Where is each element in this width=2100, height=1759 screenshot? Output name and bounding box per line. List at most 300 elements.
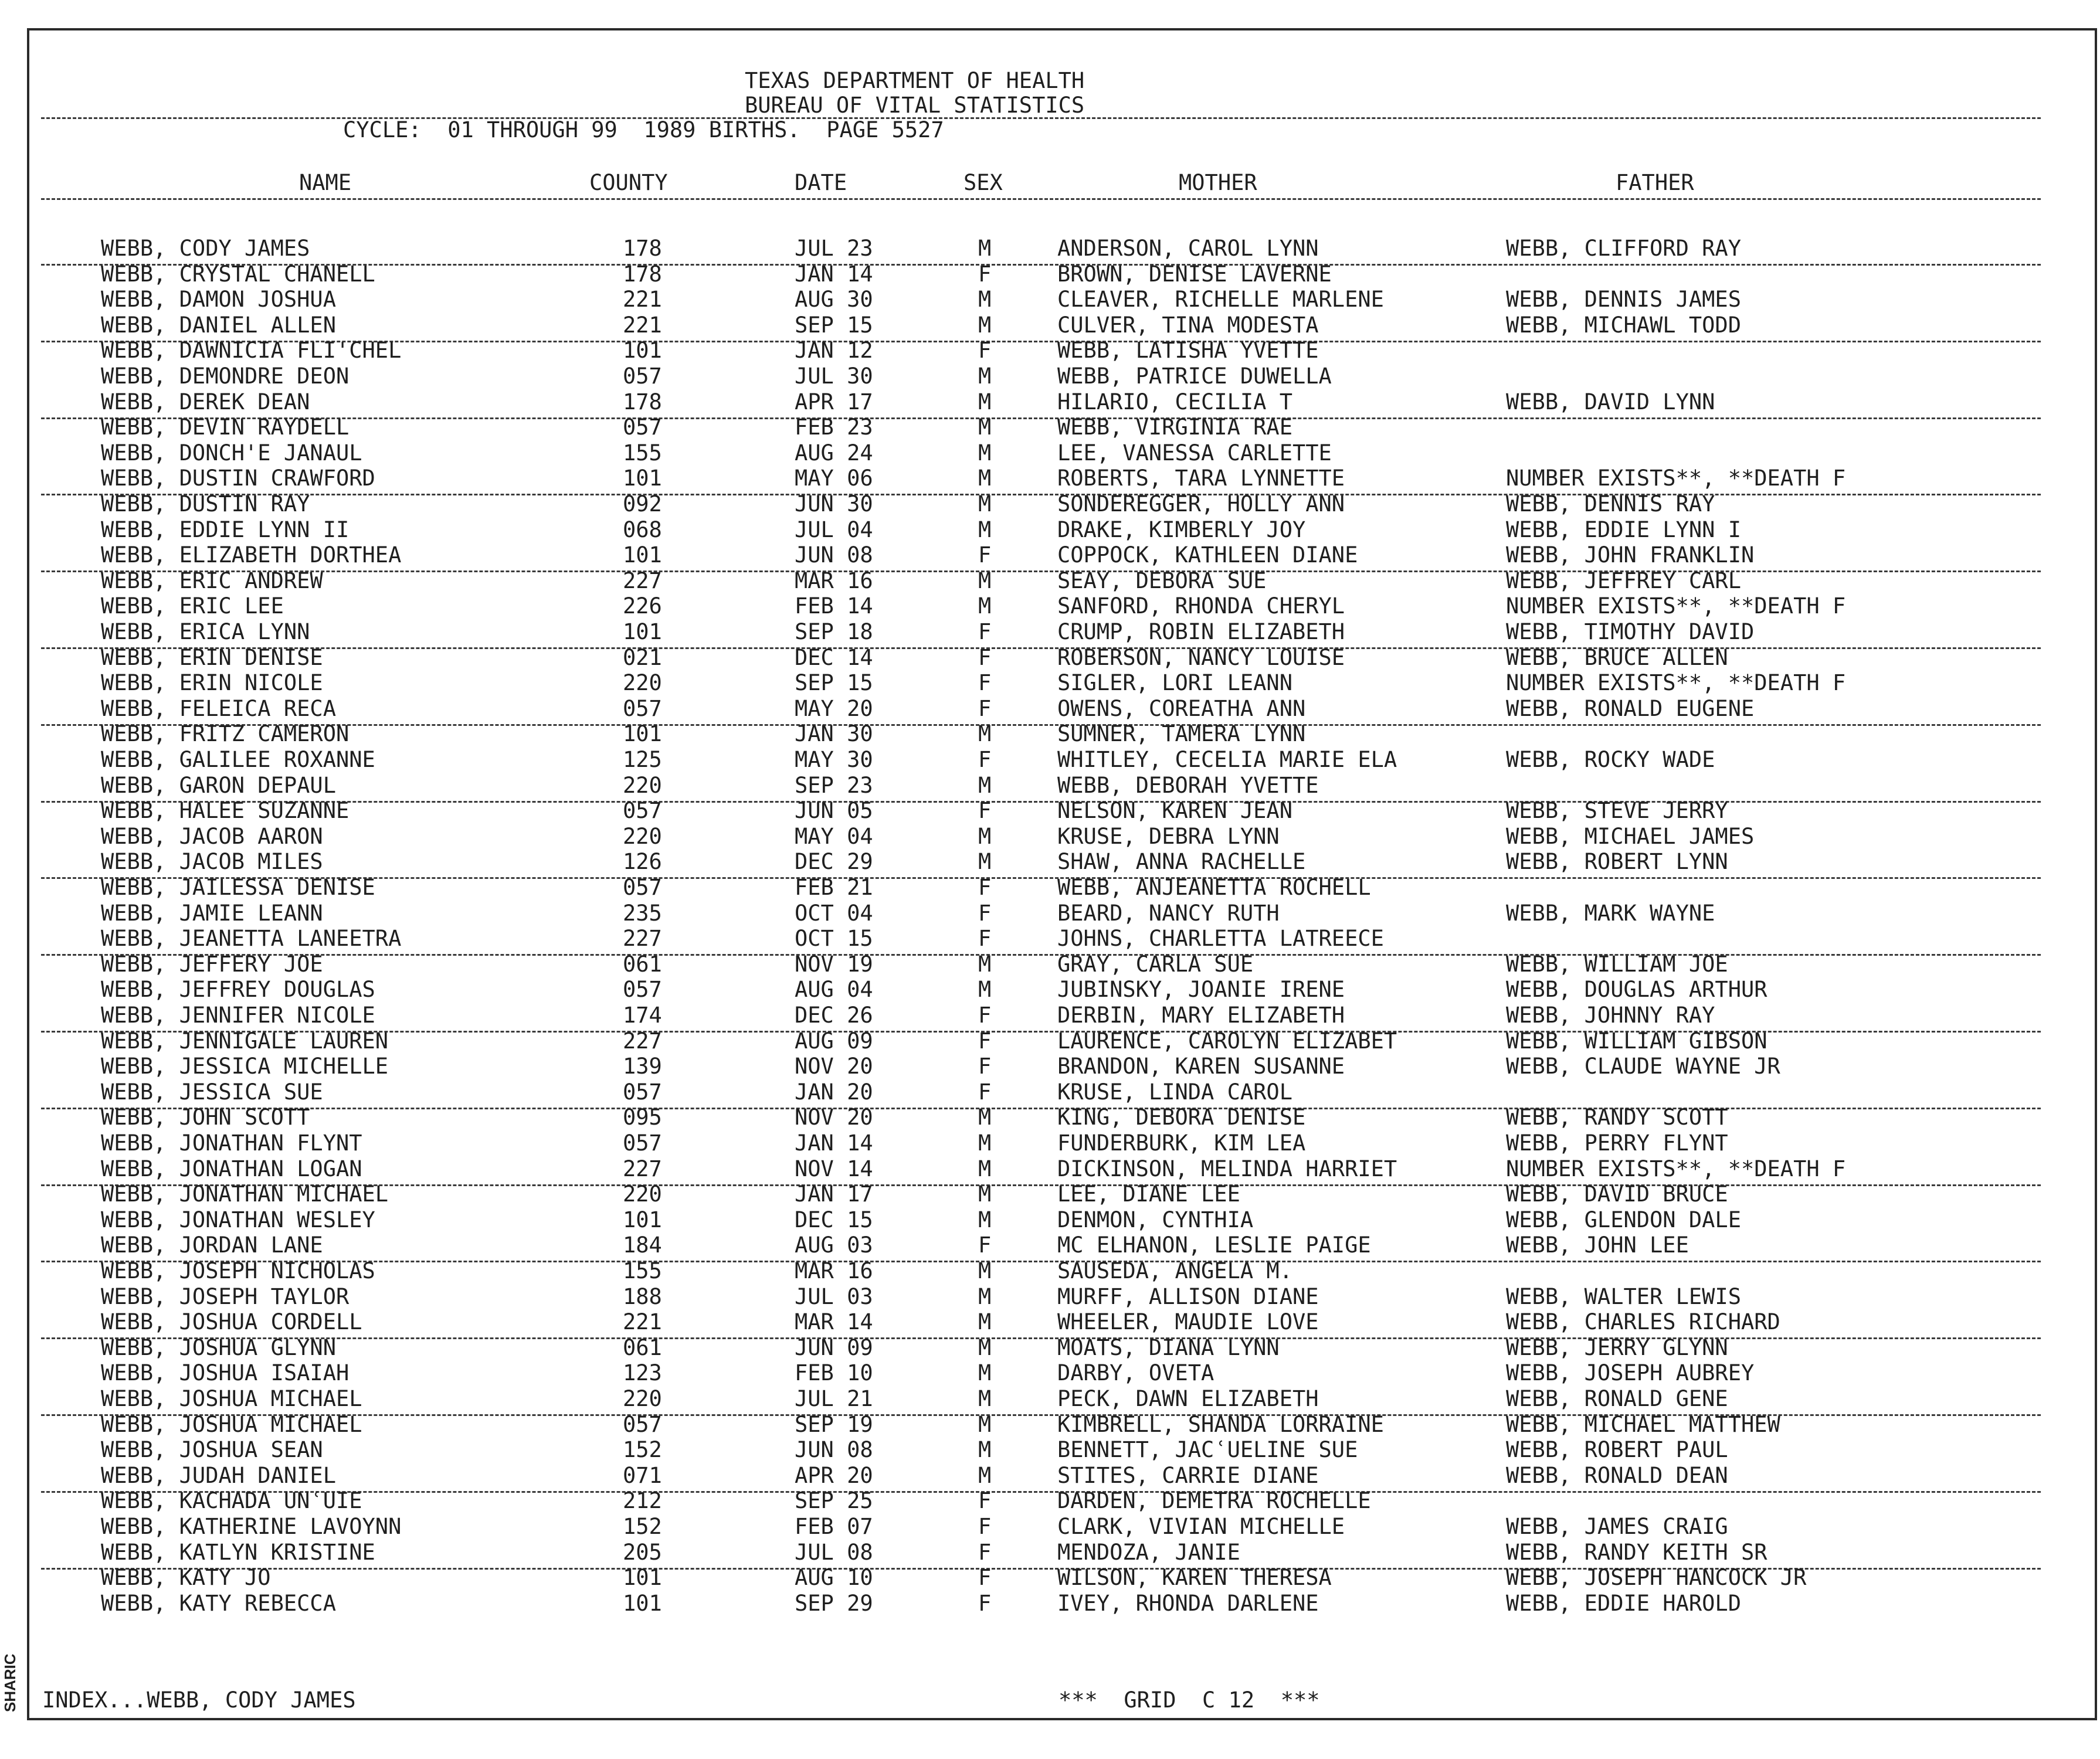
- row-sex: M: [978, 568, 992, 593]
- row-date: AUG 04: [795, 977, 873, 1002]
- row-date: FEB 07: [795, 1514, 873, 1539]
- row-sex: M: [978, 1360, 992, 1386]
- row-name: WEBB, KACHADA UNʿUIE: [101, 1488, 362, 1513]
- row-date: JUL 08: [795, 1540, 873, 1565]
- row-mother: BROWN, DENISE LAVERNE: [1057, 262, 1332, 287]
- row-father: WEBB, JOSEPH AUBREY: [1506, 1360, 1755, 1386]
- row-mother: MOATS, DIANA LYNN: [1057, 1335, 1280, 1360]
- row-county: 235: [623, 901, 662, 926]
- row-sex: M: [978, 721, 992, 746]
- row-divider: [41, 1108, 2041, 1109]
- row-father: WEBB, DAVID LYNN: [1506, 389, 1715, 415]
- row-mother: HILARIO, CECILIA T: [1057, 389, 1292, 415]
- row-name: WEBB, JUDAH DANIEL: [101, 1463, 336, 1488]
- row-sex: M: [978, 849, 992, 874]
- row-father: WEBB, ROCKY WADE: [1506, 747, 1715, 772]
- header-line-2: BUREAU OF VITAL STATISTICS: [745, 93, 1085, 118]
- row-sex: F: [978, 747, 992, 772]
- row-sex: M: [978, 313, 992, 338]
- row-sex: F: [978, 619, 992, 644]
- row-sex: F: [978, 338, 992, 363]
- column-header-date: DATE: [795, 170, 847, 195]
- row-mother: DICKINSON, MELINDA HARRIET: [1057, 1156, 1397, 1181]
- row-date: MAR 16: [795, 568, 873, 593]
- row-date: DEC 15: [795, 1207, 873, 1232]
- row-mother: ANDERSON, CAROL LYNN: [1057, 236, 1319, 261]
- row-name: WEBB, JONATHAN LOGAN: [101, 1156, 362, 1181]
- row-county: 212: [623, 1488, 662, 1513]
- row-sex: F: [978, 670, 992, 695]
- row-name: WEBB, JACOB AARON: [101, 824, 323, 849]
- row-date: MAR 16: [795, 1258, 873, 1283]
- row-date: JUL 03: [795, 1284, 873, 1309]
- row-date: NOV 14: [795, 1156, 873, 1181]
- row-name: WEBB, DAMON JOSHUA: [101, 287, 336, 312]
- row-name: WEBB, JOSHUA MICHAEL: [101, 1412, 362, 1437]
- row-name: WEBB, JEANETTA LANEETRA: [101, 926, 402, 951]
- row-name: WEBB, EDDIE LYNN II: [101, 517, 350, 542]
- row-name: WEBB, KATY JO: [101, 1565, 271, 1590]
- row-mother: CLEAVER, RICHELLE MARLENE: [1057, 287, 1384, 312]
- row-sex: M: [978, 287, 992, 312]
- row-mother: JUBINSKY, JOANIE IRENE: [1057, 977, 1345, 1002]
- row-date: NOV 19: [795, 952, 873, 977]
- row-name: WEBB, CRYSTAL CHANELL: [101, 262, 375, 287]
- row-date: JUL 30: [795, 364, 873, 389]
- row-county: 227: [623, 926, 662, 951]
- row-name: WEBB, CODY JAMES: [101, 236, 310, 261]
- row-mother: SAUSEDA, ANGELA M.: [1057, 1258, 1292, 1283]
- row-county: 101: [623, 1207, 662, 1232]
- row-county: 205: [623, 1540, 662, 1565]
- row-sex: F: [978, 798, 992, 823]
- row-county: 061: [623, 1335, 662, 1360]
- row-mother: CLARK, VIVIAN MICHELLE: [1057, 1514, 1345, 1539]
- row-name: WEBB, JOSEPH NICHOLAS: [101, 1258, 375, 1283]
- row-sex: M: [978, 1156, 992, 1181]
- column-header-county: COUNTY: [589, 170, 668, 195]
- row-county: 092: [623, 491, 662, 517]
- row-name: WEBB, JESSICA MICHELLE: [101, 1054, 389, 1079]
- row-name: WEBB, JAMIE LEANN: [101, 901, 323, 926]
- row-father: NUMBER EXISTS**, **DEATH F: [1506, 670, 1846, 695]
- row-sex: M: [978, 364, 992, 389]
- row-sex: M: [978, 1412, 992, 1437]
- row-name: WEBB, DANIEL ALLEN: [101, 313, 336, 338]
- row-mother: MC ELHANON, LESLIE PAIGE: [1057, 1232, 1371, 1258]
- row-mother: JOHNS, CHARLETTA LATREECE: [1057, 926, 1384, 951]
- row-father: WEBB, JOHN LEE: [1506, 1232, 1689, 1258]
- row-sex: F: [978, 1028, 992, 1054]
- row-county: 226: [623, 593, 662, 619]
- row-father: WEBB, JEFFREY CARL: [1506, 568, 1741, 593]
- row-mother: WHEELER, MAUDIE LOVE: [1057, 1309, 1319, 1334]
- column-header-father: FATHER: [1616, 170, 1694, 195]
- row-date: MAY 06: [795, 466, 873, 491]
- row-name: WEBB, JONATHAN FLYNT: [101, 1130, 362, 1156]
- row-county: 227: [623, 1028, 662, 1054]
- row-date: AUG 10: [795, 1565, 873, 1590]
- row-name: WEBB, JOSHUA ISAIAH: [101, 1360, 350, 1386]
- row-name: WEBB, ELIZABETH DORTHEA: [101, 542, 402, 568]
- row-mother: DERBIN, MARY ELIZABETH: [1057, 1003, 1345, 1028]
- row-date: JUL 23: [795, 236, 873, 261]
- row-date: SEP 18: [795, 619, 873, 644]
- row-sex: F: [978, 875, 992, 900]
- row-mother: IVEY, RHONDA DARLENE: [1057, 1591, 1319, 1616]
- row-county: 101: [623, 542, 662, 568]
- row-father: WEBB, RANDY KEITH SR: [1506, 1540, 1767, 1565]
- row-sex: M: [978, 773, 992, 798]
- row-mother: WILSON, KAREN THERESA: [1057, 1565, 1332, 1590]
- row-date: MAY 20: [795, 696, 873, 721]
- row-date: APR 20: [795, 1463, 873, 1488]
- row-date: SEP 15: [795, 313, 873, 338]
- row-sex: M: [978, 415, 992, 440]
- row-father: NUMBER EXISTS**, **DEATH F: [1506, 1156, 1846, 1181]
- cycle-line: CYCLE: 01 THROUGH 99 1989 BIRTHS. PAGE 5527: [343, 117, 944, 142]
- row-date: APR 17: [795, 389, 873, 415]
- row-mother: FUNDERBURK, KIM LEA: [1057, 1130, 1306, 1156]
- row-sex: M: [978, 1386, 992, 1411]
- row-father: WEBB, DOUGLAS ARTHUR: [1506, 977, 1767, 1002]
- row-name: WEBB, JOSHUA GLYNN: [101, 1335, 336, 1360]
- row-date: FEB 14: [795, 593, 873, 619]
- row-date: OCT 15: [795, 926, 873, 951]
- column-header-divider: [41, 198, 2041, 200]
- row-name: WEBB, JONATHAN MICHAEL: [101, 1181, 389, 1207]
- row-mother: WEBB, VIRGINIA RAE: [1057, 415, 1292, 440]
- row-sex: F: [978, 1591, 992, 1616]
- row-county: 068: [623, 517, 662, 542]
- row-name: WEBB, JOSHUA SEAN: [101, 1437, 323, 1462]
- row-mother: OWENS, COREATHA ANN: [1057, 696, 1306, 721]
- row-father: WEBB, DENNIS RAY: [1506, 491, 1715, 517]
- row-date: MAR 14: [795, 1309, 873, 1334]
- row-sex: F: [978, 926, 992, 951]
- row-name: WEBB, ERICA LYNN: [101, 619, 310, 644]
- row-sex: M: [978, 593, 992, 619]
- row-sex: M: [978, 1130, 992, 1156]
- row-date: JUN 08: [795, 542, 873, 568]
- row-county: 057: [623, 1079, 662, 1105]
- row-name: WEBB, ERIC LEE: [101, 593, 284, 619]
- row-divider: [41, 954, 2041, 956]
- row-father: WEBB, RONALD GENE: [1506, 1386, 1728, 1411]
- row-mother: SONDEREGGER, HOLLY ANN: [1057, 491, 1345, 517]
- row-county: 227: [623, 1156, 662, 1181]
- row-name: WEBB, JOHN SCOTT: [101, 1105, 310, 1130]
- row-father: WEBB, EDDIE LYNN I: [1506, 517, 1741, 542]
- row-father: WEBB, RONALD EUGENE: [1506, 696, 1755, 721]
- row-mother: SUMNER, TAMERA LYNN: [1057, 721, 1306, 746]
- row-name: WEBB, DUSTIN RAY: [101, 491, 310, 517]
- row-name: WEBB, JACOB MILES: [101, 849, 323, 874]
- row-name: WEBB, KATHERINE LAVOYNN: [101, 1514, 402, 1539]
- row-date: SEP 23: [795, 773, 873, 798]
- row-county: 057: [623, 798, 662, 823]
- row-father: WEBB, MICHAEL MATTHEW: [1506, 1412, 1780, 1437]
- row-sex: F: [978, 1003, 992, 1028]
- row-father: WEBB, JERRY GLYNN: [1506, 1335, 1728, 1360]
- row-county: 057: [623, 696, 662, 721]
- row-county: 071: [623, 1463, 662, 1488]
- row-county: 101: [623, 1565, 662, 1590]
- row-date: SEP 25: [795, 1488, 873, 1513]
- footer-grid: *** GRID C 12 ***: [1059, 1687, 1320, 1713]
- row-date: JUN 05: [795, 798, 873, 823]
- row-date: NOV 20: [795, 1054, 873, 1079]
- row-mother: CULVER, TINA MODESTA: [1057, 313, 1319, 338]
- row-name: WEBB, DONCH'E JANAUL: [101, 440, 362, 466]
- row-county: 220: [623, 670, 662, 695]
- row-county: 057: [623, 364, 662, 389]
- row-father: WEBB, WALTER LEWIS: [1506, 1284, 1741, 1309]
- row-county: 178: [623, 389, 662, 415]
- row-mother: BENNETT, JACʿUELINE SUE: [1057, 1437, 1358, 1462]
- row-date: JAN 30: [795, 721, 873, 746]
- row-father: WEBB, JOHN FRANKLIN: [1506, 542, 1755, 568]
- row-name: WEBB, KATY REBECCA: [101, 1591, 336, 1616]
- row-sex: M: [978, 1207, 992, 1232]
- row-mother: MURFF, ALLISON DIANE: [1057, 1284, 1319, 1309]
- row-sex: M: [978, 1309, 992, 1334]
- row-sex: M: [978, 952, 992, 977]
- row-father: WEBB, JOSEPH HANCOCK JR: [1506, 1565, 1807, 1590]
- row-sex: M: [978, 1284, 992, 1309]
- row-name: WEBB, JEFFERY JOE: [101, 952, 323, 977]
- row-father: WEBB, STEVE JERRY: [1506, 798, 1728, 823]
- row-father: WEBB, JOHNNY RAY: [1506, 1003, 1715, 1028]
- row-father: WEBB, WILLIAM JOE: [1506, 952, 1728, 977]
- row-county: 101: [623, 619, 662, 644]
- row-date: DEC 29: [795, 849, 873, 874]
- row-date: AUG 03: [795, 1232, 873, 1258]
- row-date: FEB 21: [795, 875, 873, 900]
- row-date: JAN 20: [795, 1079, 873, 1105]
- column-header-name: NAME: [299, 170, 352, 195]
- row-date: JUN 08: [795, 1437, 873, 1462]
- row-county: 221: [623, 1309, 662, 1334]
- row-sex: F: [978, 1079, 992, 1105]
- row-mother: SHAW, ANNA RACHELLE: [1057, 849, 1306, 874]
- row-county: 152: [623, 1514, 662, 1539]
- row-name: WEBB, ERIN DENISE: [101, 645, 323, 670]
- row-name: WEBB, JOSEPH TAYLOR: [101, 1284, 350, 1309]
- row-county: 101: [623, 1591, 662, 1616]
- row-date: AUG 24: [795, 440, 873, 466]
- row-date: SEP 15: [795, 670, 873, 695]
- row-father: WEBB, CLIFFORD RAY: [1506, 236, 1741, 261]
- row-mother: WEBB, ANJEANETTA ROCHELL: [1057, 875, 1371, 900]
- row-county: 155: [623, 440, 662, 466]
- row-mother: KRUSE, LINDA CAROL: [1057, 1079, 1292, 1105]
- row-mother: LAURENCE, CAROLYN ELIZABET: [1057, 1028, 1397, 1054]
- row-date: JUN 30: [795, 491, 873, 517]
- row-date: JAN 17: [795, 1181, 873, 1207]
- row-county: 178: [623, 236, 662, 261]
- row-sex: F: [978, 1232, 992, 1258]
- row-mother: BEARD, NANCY RUTH: [1057, 901, 1280, 926]
- row-date: FEB 10: [795, 1360, 873, 1386]
- row-name: WEBB, DAWNICIA FLI'CHEL: [101, 338, 402, 363]
- row-name: WEBB, DEMONDRE DEON: [101, 364, 350, 389]
- row-sex: M: [978, 1105, 992, 1130]
- row-sex: F: [978, 1514, 992, 1539]
- row-sex: F: [978, 901, 992, 926]
- row-sex: F: [978, 696, 992, 721]
- row-mother: ROBERSON, NANCY LOUISE: [1057, 645, 1345, 670]
- row-sex: M: [978, 1258, 992, 1283]
- row-sex: M: [978, 517, 992, 542]
- row-name: WEBB, DEVIN RAYDELL: [101, 415, 350, 440]
- row-father: WEBB, MARK WAYNE: [1506, 901, 1715, 926]
- row-father: WEBB, BRUCE ALLEN: [1506, 645, 1728, 670]
- row-name: WEBB, JORDAN LANE: [101, 1232, 323, 1258]
- row-sex: M: [978, 824, 992, 849]
- row-sex: F: [978, 1488, 992, 1513]
- row-county: 155: [623, 1258, 662, 1283]
- row-sex: M: [978, 236, 992, 261]
- row-name: WEBB, FELEICA RECA: [101, 696, 336, 721]
- row-sex: F: [978, 262, 992, 287]
- row-father: WEBB, WILLIAM GIBSON: [1506, 1028, 1767, 1054]
- row-sex: M: [978, 1437, 992, 1462]
- row-father: WEBB, CLAUDE WAYNE JR: [1506, 1054, 1780, 1079]
- row-county: 220: [623, 773, 662, 798]
- row-father: WEBB, TIMOTHY DAVID: [1506, 619, 1755, 644]
- row-name: WEBB, GALILEE ROXANNE: [101, 747, 375, 772]
- row-father: WEBB, MICHAEL JAMES: [1506, 824, 1755, 849]
- row-county: 101: [623, 338, 662, 363]
- row-date: OCT 04: [795, 901, 873, 926]
- row-name: WEBB, FRITZ CAMERON: [101, 721, 350, 746]
- row-father: WEBB, PERRY FLYNT: [1506, 1130, 1728, 1156]
- row-name: WEBB, JOSHUA CORDELL: [101, 1309, 362, 1334]
- header-line-1: TEXAS DEPARTMENT OF HEALTH: [745, 68, 1085, 93]
- row-mother: WHITLEY, CECELIA MARIE ELA: [1057, 747, 1397, 772]
- row-county: 057: [623, 875, 662, 900]
- row-county: 057: [623, 977, 662, 1002]
- row-county: 021: [623, 645, 662, 670]
- row-sex: M: [978, 466, 992, 491]
- row-father: WEBB, CHARLES RICHARD: [1506, 1309, 1780, 1334]
- row-date: AUG 30: [795, 287, 873, 312]
- row-sex: F: [978, 542, 992, 568]
- row-mother: KRUSE, DEBRA LYNN: [1057, 824, 1280, 849]
- row-father: WEBB, JAMES CRAIG: [1506, 1514, 1728, 1539]
- row-divider: [41, 1337, 2041, 1339]
- row-mother: DARBY, OVETA: [1057, 1360, 1214, 1386]
- row-date: JUN 09: [795, 1335, 873, 1360]
- row-mother: GRAY, CARLA SUE: [1057, 952, 1254, 977]
- row-sex: F: [978, 645, 992, 670]
- row-name: WEBB, ERIN NICOLE: [101, 670, 323, 695]
- row-father: WEBB, DENNIS JAMES: [1506, 287, 1741, 312]
- row-county: 152: [623, 1437, 662, 1462]
- row-county: 220: [623, 1386, 662, 1411]
- row-county: 057: [623, 415, 662, 440]
- row-county: 227: [623, 568, 662, 593]
- row-name: WEBB, GARON DEPAUL: [101, 773, 336, 798]
- row-sex: M: [978, 1181, 992, 1207]
- row-date: JUL 04: [795, 517, 873, 542]
- row-mother: SEAY, DEBORA SUE: [1057, 568, 1267, 593]
- row-mother: STITES, CARRIE DIANE: [1057, 1463, 1319, 1488]
- row-county: 061: [623, 952, 662, 977]
- row-divider: [41, 494, 2041, 495]
- row-date: AUG 09: [795, 1028, 873, 1054]
- footer-index: INDEX...WEBB, CODY JAMES: [42, 1687, 356, 1713]
- row-name: WEBB, KATLYN KRISTINE: [101, 1540, 375, 1565]
- row-sex: F: [978, 1054, 992, 1079]
- row-mother: COPPOCK, KATHLEEN DIANE: [1057, 542, 1358, 568]
- row-mother: SANFORD, RHONDA CHERYL: [1057, 593, 1345, 619]
- row-county: 057: [623, 1412, 662, 1437]
- row-county: 101: [623, 466, 662, 491]
- row-divider: [41, 647, 2041, 649]
- row-mother: WEBB, DEBORAH YVETTE: [1057, 773, 1319, 798]
- row-county: 174: [623, 1003, 662, 1028]
- row-date: DEC 14: [795, 645, 873, 670]
- row-county: 125: [623, 747, 662, 772]
- row-date: JAN 14: [795, 262, 873, 287]
- row-county: 188: [623, 1284, 662, 1309]
- row-mother: PECK, DAWN ELIZABETH: [1057, 1386, 1319, 1411]
- row-mother: DARDEN, DEMETRA ROCHELLE: [1057, 1488, 1371, 1513]
- row-name: WEBB, JESSICA SUE: [101, 1079, 323, 1105]
- row-sex: M: [978, 1335, 992, 1360]
- row-county: 095: [623, 1105, 662, 1130]
- row-name: WEBB, JENNIGALE LAUREN: [101, 1028, 389, 1054]
- row-name: WEBB, DUSTIN CRAWFORD: [101, 466, 375, 491]
- row-sex: M: [978, 491, 992, 517]
- row-county: 123: [623, 1360, 662, 1386]
- row-mother: ROBERTS, TARA LYNNETTE: [1057, 466, 1345, 491]
- row-sex: M: [978, 440, 992, 466]
- row-name: WEBB, HALEE SUZANNE: [101, 798, 350, 823]
- column-header-sex: SEX: [964, 170, 1003, 195]
- row-mother: LEE, VANESSA CARLETTE: [1057, 440, 1332, 466]
- row-father: WEBB, MICHAWL TODD: [1506, 313, 1741, 338]
- row-sex: F: [978, 1565, 992, 1590]
- row-date: MAY 30: [795, 747, 873, 772]
- row-father: NUMBER EXISTS**, **DEATH F: [1506, 593, 1846, 619]
- row-county: 220: [623, 824, 662, 849]
- row-sex: F: [978, 1540, 992, 1565]
- row-date: SEP 29: [795, 1591, 873, 1616]
- row-mother: LEE, DIANE LEE: [1057, 1181, 1240, 1207]
- row-name: WEBB, JENNIFER NICOLE: [101, 1003, 375, 1028]
- row-county: 221: [623, 287, 662, 312]
- row-mother: WEBB, PATRICE DUWELLA: [1057, 364, 1332, 389]
- row-date: MAY 04: [795, 824, 873, 849]
- row-county: 178: [623, 262, 662, 287]
- row-mother: NELSON, KAREN JEAN: [1057, 798, 1292, 823]
- row-name: WEBB, DEREK DEAN: [101, 389, 310, 415]
- column-header-mother: MOTHER: [1179, 170, 1257, 195]
- row-county: 221: [623, 313, 662, 338]
- row-date: JUL 21: [795, 1386, 873, 1411]
- row-name: WEBB, JONATHAN WESLEY: [101, 1207, 375, 1232]
- row-mother: KIMBRELL, SHANDA LORRAINE: [1057, 1412, 1384, 1437]
- row-father: WEBB, RONALD DEAN: [1506, 1463, 1728, 1488]
- row-father: WEBB, RANDY SCOTT: [1506, 1105, 1728, 1130]
- row-sex: M: [978, 1463, 992, 1488]
- row-mother: DENMON, CYNTHIA: [1057, 1207, 1254, 1232]
- row-mother: BRANDON, KAREN SUSANNE: [1057, 1054, 1345, 1079]
- row-father: WEBB, DAVID BRUCE: [1506, 1181, 1728, 1207]
